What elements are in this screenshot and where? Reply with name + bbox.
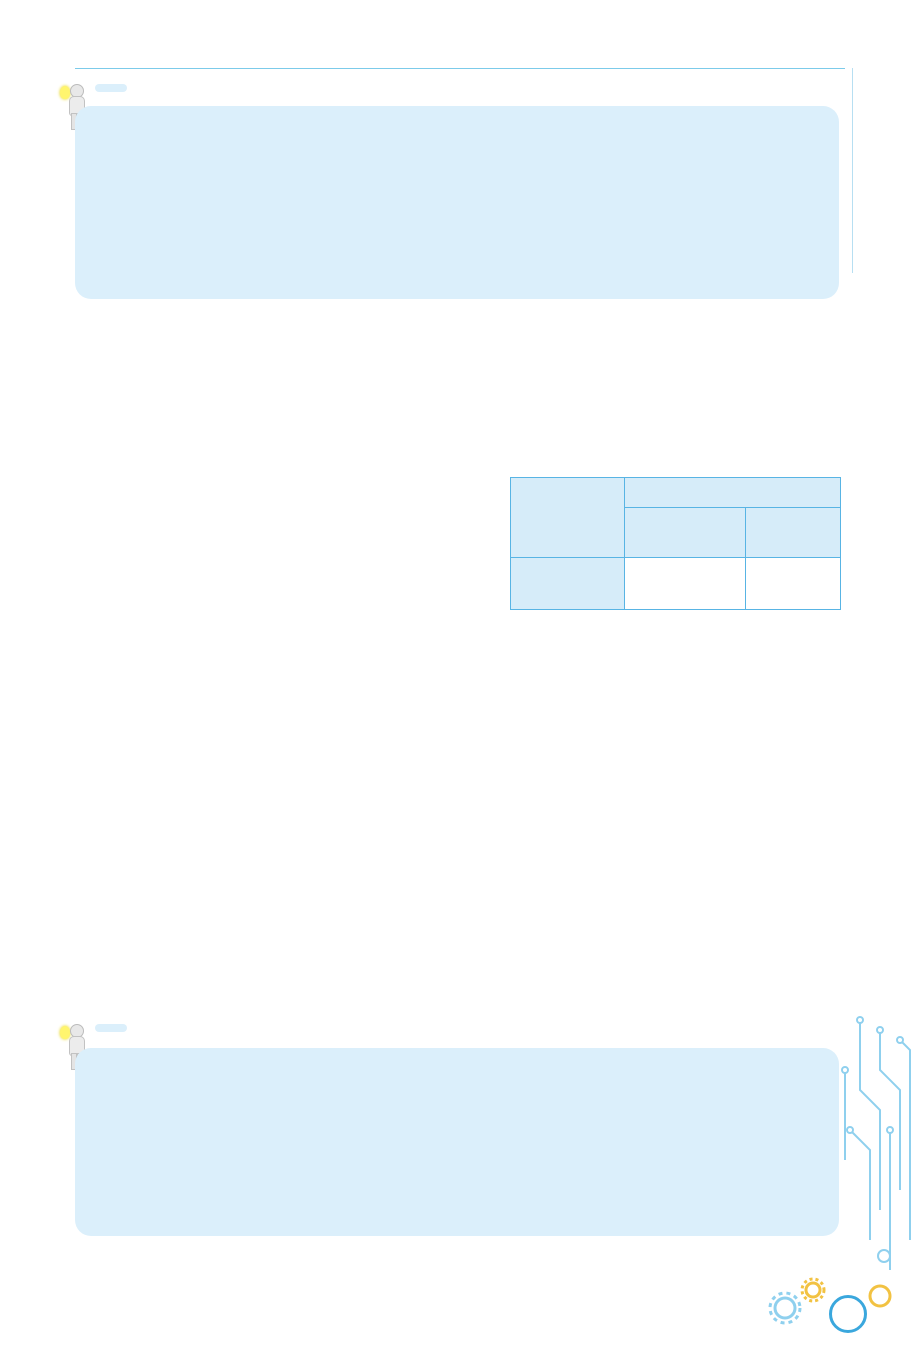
encoding-comparison-table — [510, 477, 841, 610]
info-box-2 — [75, 1048, 839, 1236]
info-box-1-title — [95, 84, 127, 92]
footer-ascii-count — [625, 558, 746, 610]
table-corner-cell — [511, 478, 625, 558]
table-group-header — [625, 478, 841, 508]
page-number — [829, 1295, 867, 1333]
footer-label — [511, 558, 625, 610]
circuit-decoration-icon — [840, 1010, 918, 1330]
column-header-morse — [746, 508, 841, 558]
main-text-flow — [75, 379, 839, 907]
column-header-ascii — [625, 508, 746, 558]
footer-morse-count — [746, 558, 841, 610]
info-box-2-title — [95, 1024, 127, 1032]
info-box-1 — [75, 106, 839, 299]
margin-rule — [852, 68, 853, 273]
header-rule — [75, 68, 845, 69]
table-float-space — [487, 379, 839, 907]
